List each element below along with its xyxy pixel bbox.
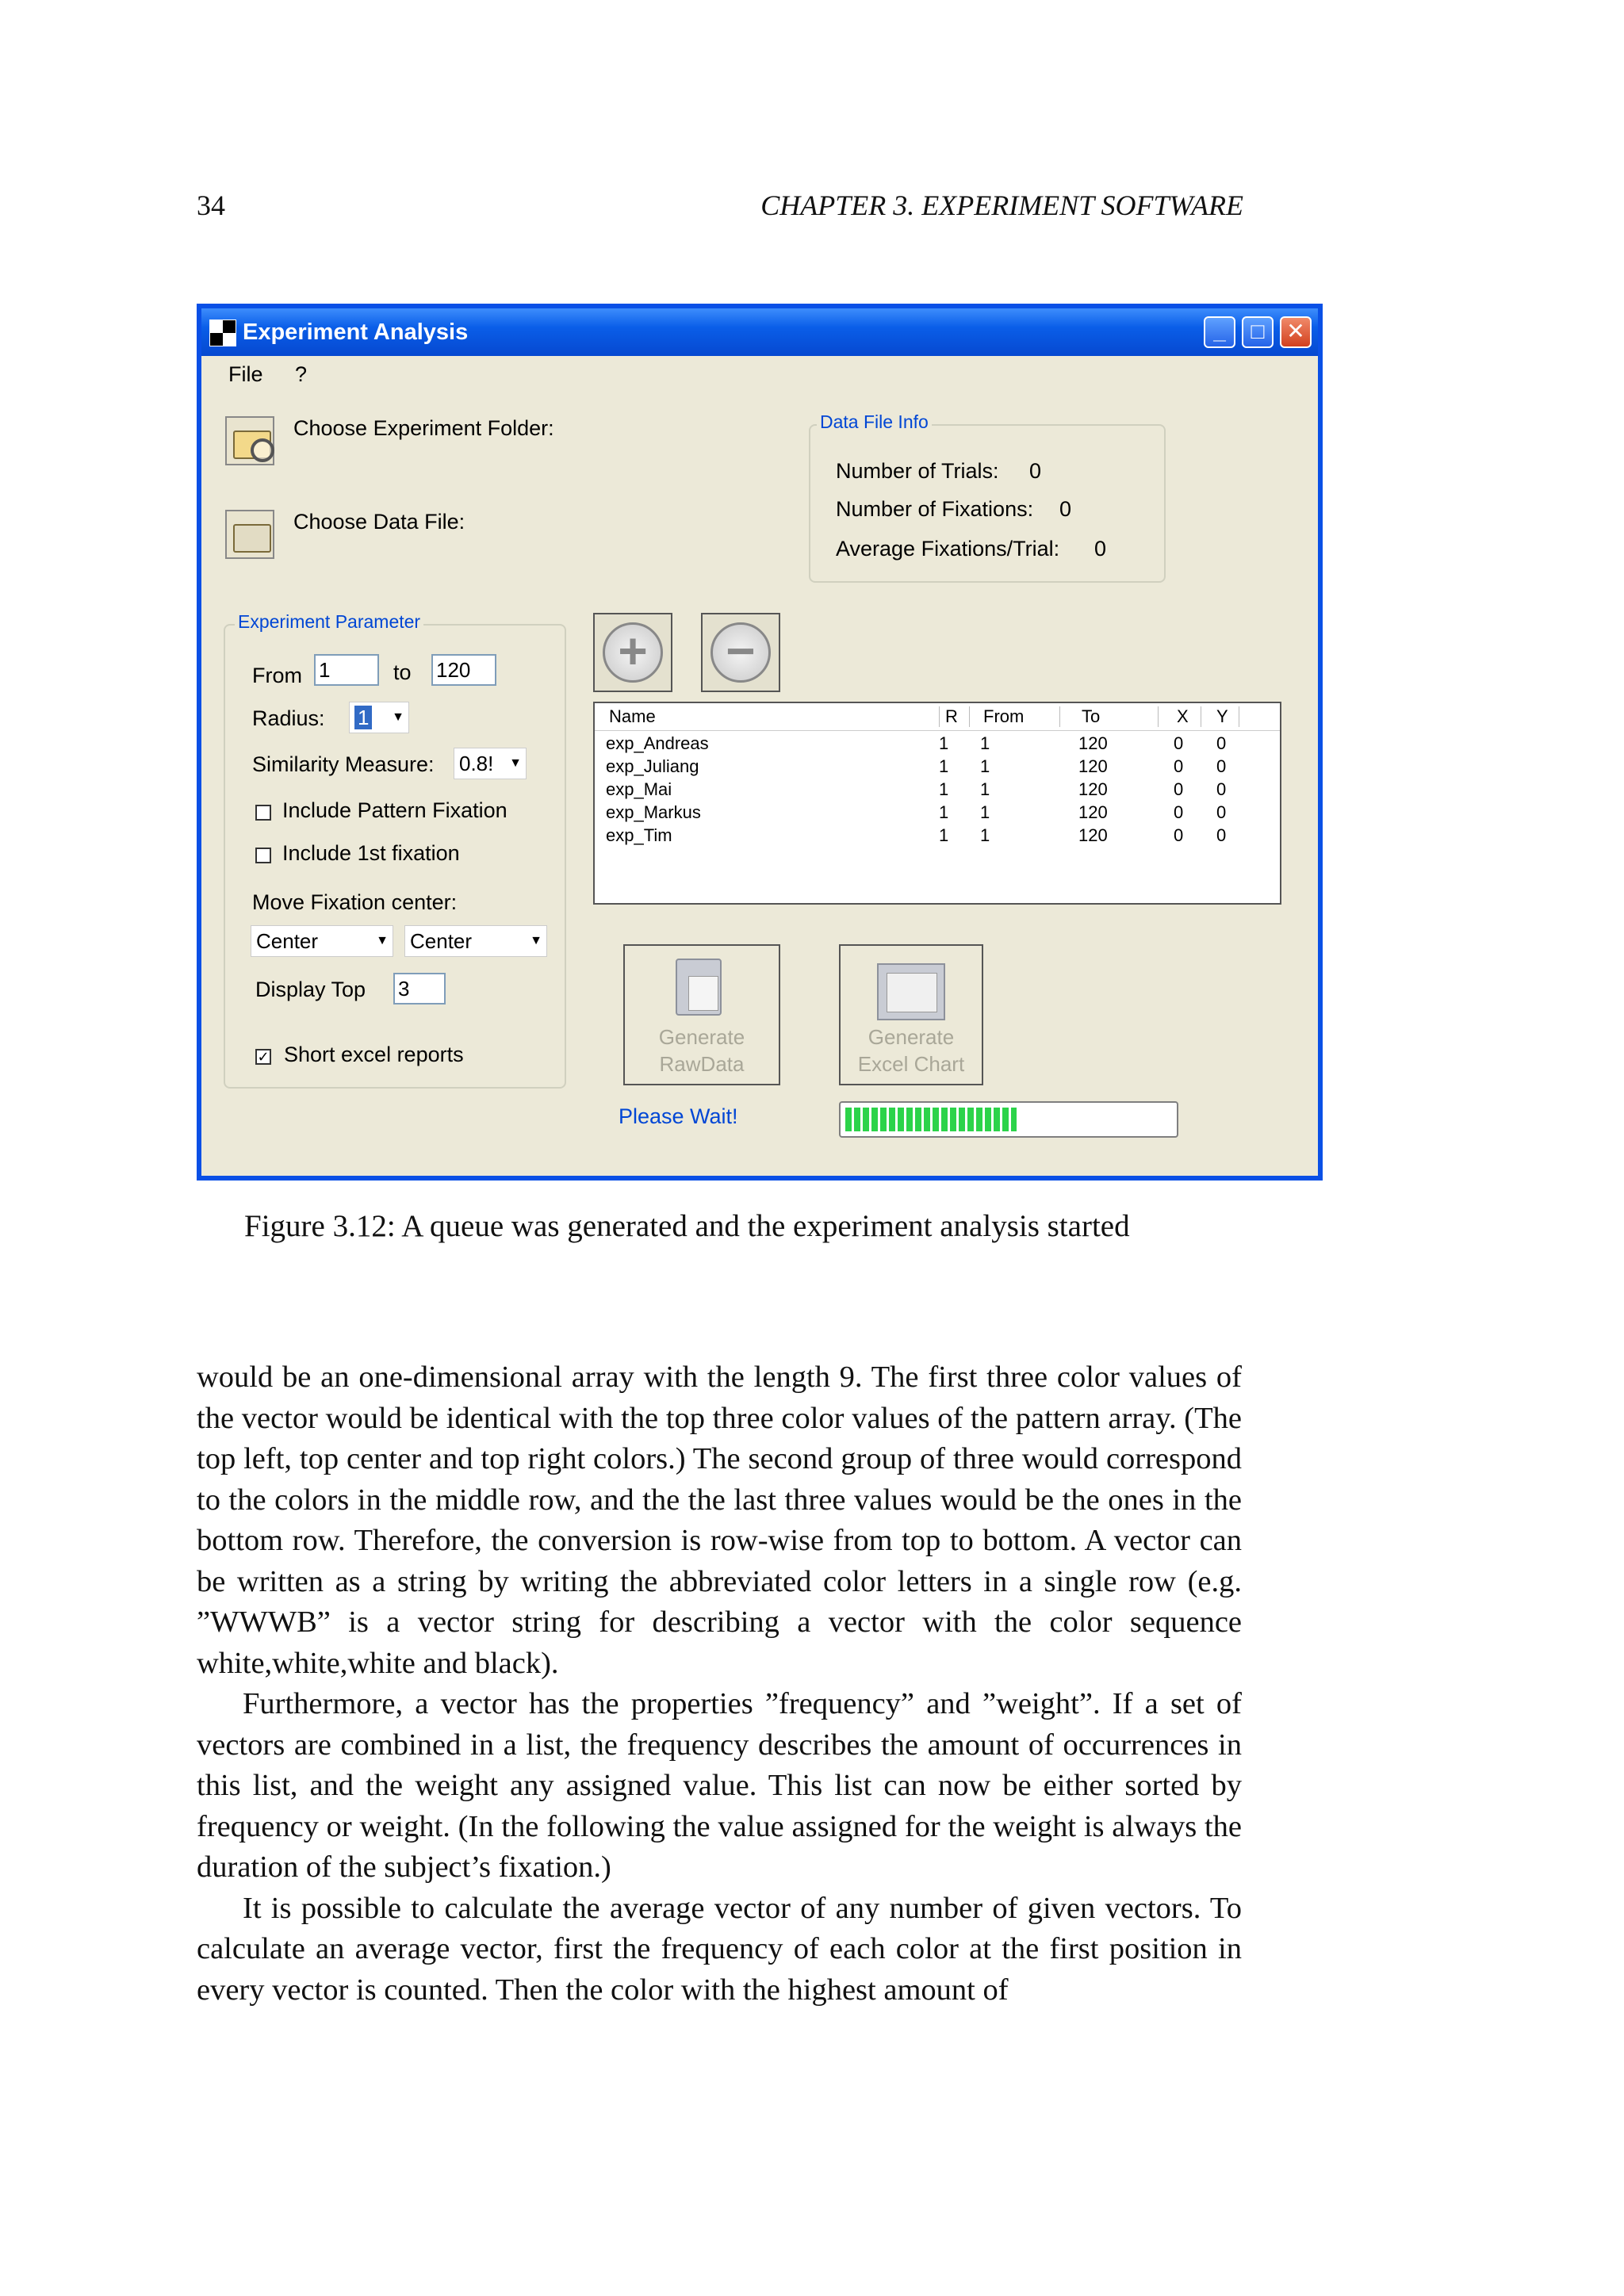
queue-list[interactable] [593,702,1281,905]
experiment-analysis-window [197,304,1323,1181]
generate-rawdata-line1: Generate [658,1025,745,1049]
menu-help[interactable]: ? [295,362,308,386]
from-input[interactable]: 1 [314,654,379,686]
table-cell: 0 [1216,733,1227,753]
table-row[interactable] [595,756,1280,779]
choose-folder-button[interactable] [225,416,274,465]
include-pattern-label: Include Pattern Fixation [282,798,508,822]
minimize-button[interactable] [1204,316,1235,348]
radius-value: 1 [354,706,372,729]
center-x-value: Center [256,929,319,953]
menu-file[interactable]: File [228,362,263,386]
similarity-select[interactable] [454,748,527,779]
experiment-parameter-title: Experiment Parameter [235,611,423,633]
from-label: From [252,664,302,687]
progress-bar [839,1101,1178,1138]
chevron-down-icon: ▼ [530,934,542,947]
radius-label: Radius: [252,706,325,730]
to-input[interactable]: 120 [431,654,496,686]
table-cell: 0 [1174,756,1184,776]
chapter-title: CHAPTER 3. EXPERIMENT SOFTWARE [760,189,1243,221]
maximize-button[interactable] [1242,316,1274,348]
center-x-select[interactable] [251,925,393,957]
add-to-queue-button[interactable] [593,613,672,692]
table-cell: 1 [939,779,949,799]
table-cell: 0 [1216,756,1227,776]
table-cell: 120 [1078,756,1108,776]
similarity-label: Similarity Measure: [252,752,435,776]
check-icon: ✓ [257,1049,270,1065]
paragraph: would be an one-dimensional array with the length 9. The first three color values of the vector would be identical with the top three color values of the pattern array. (The top left, top center and top right colors.) The second group of three would correspond to the colors in the middle row, and the the last three values would be the ones in the bottom row. Therefore, the conversion is row-wise from top to bottom. A vector can be written as a string by writing the abbreviated color letters in a single row (e.g. ”WWWB” is a vector string for describing a vector with the color sequence white,white,white and black). [197,1360,1242,1680]
table-cell: 0 [1174,733,1184,753]
progress-fill [845,1108,1017,1131]
folder-icon [233,524,271,553]
chevron-down-icon: ▼ [392,710,404,724]
avg-fixations-label: Average Fixations/Trial: [836,537,1060,561]
paragraph: It is possible to calculate the average vector of any number of given vectors. To calculate an average vector, first the frequency of each color at the first position in every vector is counted. Then the color with the highest amount of [197,1891,1242,2007]
radius-select[interactable] [349,702,409,733]
figure-caption: Figure 3.12: A queue was generated and the experiment analysis started [244,1209,1130,1243]
generate-chart-line1: Generate [868,1025,955,1049]
table-cell: 0 [1216,825,1227,845]
display-top-label: Display Top [255,978,366,1001]
table-cell: 120 [1078,779,1108,799]
table-cell: 1 [980,756,990,776]
table-cell: 120 [1078,825,1108,845]
close-button[interactable] [1280,316,1312,348]
plus-icon: + [603,622,663,683]
table-cell: 1 [939,756,949,776]
generate-chart-line2: Excel Chart [857,1052,965,1076]
table-cell: exp_Mai [606,779,672,799]
center-y-select[interactable] [404,925,547,957]
column-header[interactable]: X [1177,706,1189,726]
minimize-icon: _ [1213,319,1226,343]
paragraph: Furthermore, a vector has the properties ”frequency” and ”weight”. If a set of vectors are combined in a list, the frequency describes the amount of occurrences in this list, and the weight any assigned value. This list can now be either sorted by frequency or weight. (In the following the value assigned for the weight is always the duration of the subject’s fixation.) [197,1687,1242,1884]
chevron-down-icon: ▼ [509,756,522,770]
data-file-info-title: Data File Info [817,411,932,433]
short-reports-label: Short excel reports [284,1043,464,1066]
clipboard-icon [676,959,722,1016]
table-row[interactable] [595,825,1280,848]
center-y-value: Center [410,929,473,953]
column-header[interactable]: To [1082,706,1101,726]
include-first-checkbox[interactable] [255,848,271,863]
magnifier-icon [251,438,274,462]
choose-file-button[interactable] [225,510,274,559]
choose-file-label: Choose Data File: [293,510,465,534]
choose-folder-label: Choose Experiment Folder: [293,416,554,440]
table-cell: 1 [939,802,949,822]
table-row[interactable] [595,733,1280,756]
table-cell: 0 [1174,825,1184,845]
minus-icon: − [710,622,771,683]
table-cell: 0 [1216,802,1227,822]
short-reports-checkbox[interactable] [255,1049,271,1065]
table-row[interactable] [595,779,1280,802]
table-cell: 0 [1174,779,1184,799]
column-header[interactable]: From [983,706,1025,726]
table-cell: 1 [980,733,990,753]
chevron-down-icon: ▼ [376,934,389,947]
generate-rawdata-line2: RawData [659,1052,745,1076]
body-text [197,1357,1242,2011]
generate-rawdata-button[interactable] [623,944,780,1085]
table-cell: exp_Andreas [606,733,709,753]
spreadsheet-icon [877,963,945,1020]
fixations-value: 0 [1059,497,1072,521]
menu-bar [201,356,1318,391]
table-cell: 0 [1216,779,1227,799]
maximize-icon: □ [1251,319,1265,343]
title-bar[interactable] [201,308,1318,356]
queue-list-header [595,703,1280,731]
table-cell: 0 [1174,802,1184,822]
column-header[interactable]: Y [1216,706,1228,726]
trials-value: 0 [1029,459,1042,483]
page-header [197,189,1243,233]
please-wait-text: Please Wait! [619,1104,738,1128]
table-cell: exp_Markus [606,802,701,822]
table-cell: 1 [939,733,949,753]
column-header[interactable]: Name [609,706,656,726]
table-row[interactable] [595,802,1280,825]
move-center-label: Move Fixation center: [252,890,458,914]
table-cell: 120 [1078,802,1108,822]
table-cell: exp_Juliang [606,756,699,776]
fixations-label: Number of Fixations: [836,497,1034,521]
to-label: to [393,660,412,684]
include-first-label: Include 1st fixation [282,841,460,865]
table-cell: 120 [1078,733,1108,753]
generate-excel-chart-button[interactable] [839,944,983,1085]
trials-label: Number of Trials: [836,459,999,483]
similarity-value: 0.8! [459,752,494,775]
table-cell: exp_Tim [606,825,672,845]
table-cell: 1 [939,825,949,845]
column-header[interactable]: R [945,706,958,726]
window-title: Experiment Analysis [243,320,469,345]
table-cell: 1 [980,802,990,822]
page-number: 34 [197,189,225,221]
close-icon: ✕ [1286,319,1305,343]
include-pattern-checkbox[interactable] [255,805,271,821]
table-cell: 1 [980,779,990,799]
app-icon [209,320,236,346]
avg-fixations-value: 0 [1094,537,1107,561]
table-cell: 1 [980,825,990,845]
remove-from-queue-button[interactable] [701,613,780,692]
display-top-input[interactable]: 3 [393,973,446,1004]
